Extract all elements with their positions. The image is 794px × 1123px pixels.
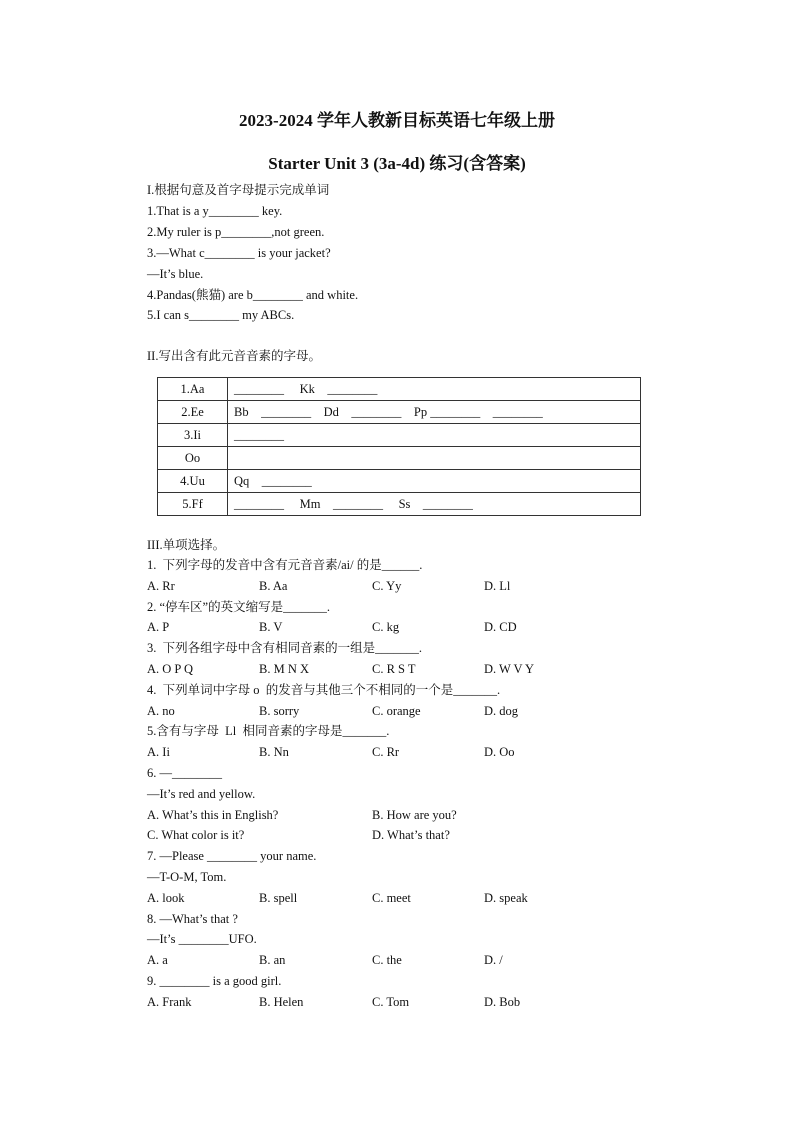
option: B. V	[259, 620, 283, 634]
section1-heading: I.根据句意及首字母提示完成单词	[147, 183, 330, 197]
option: C. R S T	[372, 662, 416, 676]
option: D. Oo	[484, 745, 515, 759]
table-row	[158, 378, 641, 401]
table-row	[158, 470, 641, 493]
option: C. What color is it?	[147, 828, 245, 842]
answer-cell: Qq ________	[228, 470, 641, 493]
letter-cell: 1.Aa	[158, 378, 228, 401]
letter-cell: 5.Ff	[158, 493, 228, 516]
option: A. Ii	[147, 745, 170, 759]
question-6: 6. —________	[147, 766, 222, 780]
table-row	[158, 447, 641, 470]
option: A. Rr	[147, 579, 175, 593]
answer-cell: Bb ________ Dd ________ Pp ________ ________	[228, 401, 641, 424]
question-6-reply: —It’s red and yellow.	[147, 787, 256, 801]
section1-line: —It’s blue.	[147, 267, 204, 281]
vowel-table	[157, 377, 641, 516]
option: D. Bob	[484, 995, 521, 1009]
question-9: 9. ________ is a good girl.	[147, 974, 282, 988]
option: D. /	[484, 953, 503, 967]
section1-line: 4.Pandas(熊猫) are b________ and white.	[147, 288, 359, 302]
question-5: 5.含有与字母 Ll 相同音素的字母是_______.	[147, 724, 390, 738]
option: B. Helen	[259, 995, 304, 1009]
option: C. the	[372, 953, 402, 967]
option: C. meet	[372, 891, 411, 905]
option: B. Nn	[259, 745, 289, 759]
option: A. no	[147, 704, 175, 718]
option: D. speak	[484, 891, 528, 905]
option: B. spell	[259, 891, 298, 905]
document-title: 2023-2024 学年人教新目标英语七年级上册	[239, 111, 555, 130]
section3-heading: III.单项选择。	[147, 538, 226, 552]
question-7-reply: —T-O-M, Tom.	[147, 870, 227, 884]
option: C. Tom	[372, 995, 410, 1009]
document-subtitle: Starter Unit 3 (3a-4d) 练习(含答案)	[268, 154, 526, 173]
question-4: 4. 下列单词中字母 o 的发音与其他三个不相同的一个是_______.	[147, 683, 501, 697]
option: D. What’s that?	[372, 828, 450, 842]
question-8: 8. —What’s that ?	[147, 912, 238, 926]
option: D. Ll	[484, 579, 511, 593]
option: C. Rr	[372, 745, 400, 759]
option: A. P	[147, 620, 170, 634]
question-1: 1. 下列字母的发音中含有元音音素/ai/ 的是______.	[147, 558, 423, 572]
answer-cell: ________	[228, 424, 641, 447]
answer-cell: ________ Mm ________ Ss ________	[228, 493, 641, 516]
option: A. What’s this in English?	[147, 808, 279, 822]
option: D. dog	[484, 704, 519, 718]
option: A. look	[147, 891, 185, 905]
option: D. W V Y	[484, 662, 535, 676]
question-2: 2. “停车区”的英文缩写是_______.	[147, 600, 330, 614]
option: B. an	[259, 953, 286, 967]
option: A. O P Q	[147, 662, 194, 676]
option: C. Yy	[372, 579, 402, 593]
option: C. kg	[372, 620, 400, 634]
section2-heading: II.写出含有此元音音素的字母。	[147, 349, 321, 363]
section1-line: 2.My ruler is p________,not green.	[147, 225, 325, 239]
question-7: 7. —Please ________ your name.	[147, 849, 317, 863]
letter-cell: Oo	[158, 447, 228, 470]
option: B. How are you?	[372, 808, 457, 822]
table-row	[158, 401, 641, 424]
letter-cell: 2.Ee	[158, 401, 228, 424]
option: A. a	[147, 953, 168, 967]
section1-line: 3.—What c________ is your jacket?	[147, 246, 331, 260]
question-3: 3. 下列各组字母中含有相同音素的一组是_______.	[147, 641, 423, 655]
table-row	[158, 493, 641, 516]
option: A. Frank	[147, 995, 192, 1009]
question-8-reply: —It’s ________UFO.	[147, 932, 257, 946]
answer-cell	[228, 447, 641, 470]
answer-cell: ________ Kk ________	[228, 378, 641, 401]
option: D. CD	[484, 620, 517, 634]
table-row	[158, 424, 641, 447]
option: B. Aa	[259, 579, 288, 593]
section1-line: 5.I can s________ my ABCs.	[147, 308, 295, 322]
letter-cell: 3.Ii	[158, 424, 228, 447]
section1-line: 1.That is a y________ key.	[147, 204, 283, 218]
option: B. sorry	[259, 704, 300, 718]
option: C. orange	[372, 704, 421, 718]
letter-cell: 4.Uu	[158, 470, 228, 493]
option: B. M N X	[259, 662, 310, 676]
